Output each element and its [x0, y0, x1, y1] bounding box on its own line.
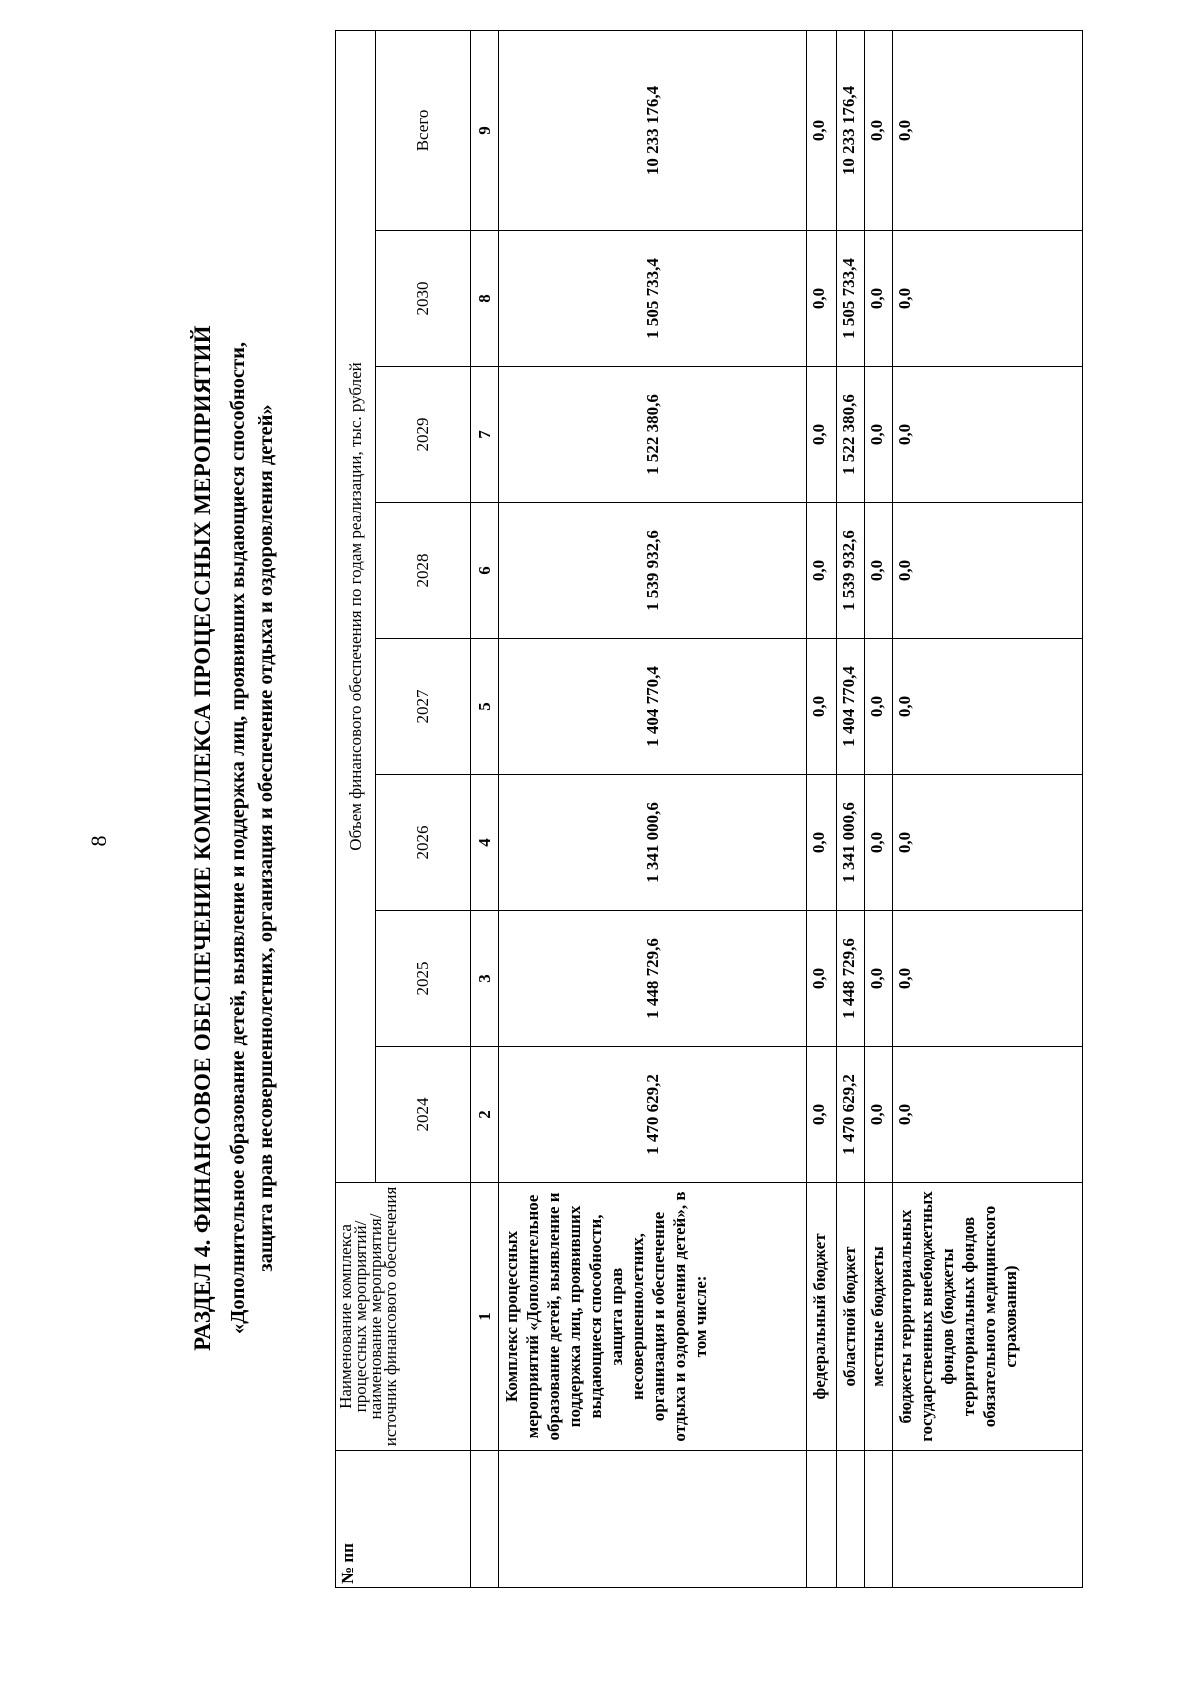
page-number: 8: [86, 835, 111, 847]
row-name: Комплекс процессных мероприятий «Дополнительное образование детей, выявление и поддержка лиц, проявивших выдающиеся способности, защита прав несовершеннолетних, организация и обеспечение отдыха и оздоровления детей», в том числе:: [499, 1183, 807, 1451]
value-cell: 1 341 000,6: [837, 775, 865, 911]
column-number: 1: [471, 1183, 499, 1451]
value-cell: 1 505 733,4: [837, 231, 865, 367]
row-num: [499, 1451, 807, 1588]
header-year: 2028: [376, 503, 471, 639]
value-cell: 0,0: [893, 639, 1083, 775]
column-number-empty: [471, 1451, 499, 1588]
row-num: [807, 1451, 837, 1588]
row-num: [893, 1451, 1083, 1588]
financing-table: [335, 30, 1083, 1588]
header-year: 2027: [376, 639, 471, 775]
value-cell: 0,0: [807, 503, 837, 639]
table-header-row: [336, 30, 376, 1587]
row-name: местные бюджеты: [865, 1183, 893, 1451]
column-numbers-row: [471, 30, 499, 1587]
value-cell: 1 404 770,4: [499, 639, 807, 775]
row-num: [837, 1451, 865, 1588]
value-cell: 0,0: [865, 911, 893, 1047]
row-name: федеральный бюджет: [807, 1183, 837, 1451]
value-cell: 0,0: [807, 367, 837, 503]
column-number: 3: [471, 911, 499, 1047]
table-row-complex: [499, 30, 807, 1587]
value-cell: 0,0: [865, 367, 893, 503]
value-cell-total: 10 233 176,4: [499, 30, 807, 230]
value-cell: 1 539 932,6: [499, 503, 807, 639]
value-cell: 0,0: [893, 911, 1083, 1047]
header-year: 2029: [376, 367, 471, 503]
value-cell: 1 404 770,4: [837, 639, 865, 775]
value-cell: 0,0: [893, 367, 1083, 503]
value-cell: 0,0: [807, 775, 837, 911]
value-cell: 1 505 733,4: [499, 231, 807, 367]
header-total: Всего: [376, 30, 471, 230]
value-cell: 0,0: [893, 503, 1083, 639]
column-number: 6: [471, 503, 499, 639]
value-cell: 0,0: [865, 1047, 893, 1183]
column-number: 2: [471, 1047, 499, 1183]
value-cell: 0,0: [865, 775, 893, 911]
value-cell: 1 448 729,6: [837, 911, 865, 1047]
value-cell: 0,0: [865, 231, 893, 367]
section-title: РАЗДЕЛ 4. ФИНАНСОВОЕ ОБЕСПЕЧЕНИЕ КОМПЛЕКСА ПРОЦЕССНЫХ МЕРОПРИЯТИЙ: [190, 325, 215, 1351]
header-year: 2024: [376, 1047, 471, 1183]
value-cell: 0,0: [807, 639, 837, 775]
header-year: 2026: [376, 775, 471, 911]
header-num: № пп: [336, 1451, 471, 1588]
value-cell-total: 0,0: [893, 30, 1083, 230]
value-cell: 1 522 380,6: [499, 367, 807, 503]
value-cell: 0,0: [807, 911, 837, 1047]
column-number: 7: [471, 367, 499, 503]
row-name: областной бюджет: [837, 1183, 865, 1451]
value-cell: 1 470 629,2: [837, 1047, 865, 1183]
header-year: 2030: [376, 231, 471, 367]
value-cell: 1 341 000,6: [499, 775, 807, 911]
header-financing-group: Объем финансового обеспечения по годам реализации, тыс. рублей: [336, 30, 376, 1182]
table-row-extrabudgetary: [893, 30, 1083, 1587]
value-cell: 0,0: [865, 503, 893, 639]
subtitle-line-1: «Дополнительное образование детей, выявление и поддержка лиц, проявивших выдающиеся способности,: [227, 341, 249, 1335]
value-cell: 0,0: [865, 639, 893, 775]
value-cell: 1 470 629,2: [499, 1047, 807, 1183]
row-name: бюджеты территориальных государственных внебюджетных фондов (бюджеты территориальных фондов обязательного медицинского страхования): [893, 1183, 1083, 1451]
value-cell: 0,0: [807, 1047, 837, 1183]
section-subtitle: [224, 58, 280, 1618]
column-number: 8: [471, 231, 499, 367]
value-cell: 0,0: [893, 775, 1083, 911]
header-name: Наименование комплекса процессных мероприятий/наименование мероприятия/источник финансового обеспечения: [336, 1183, 471, 1451]
value-cell: 1 448 729,6: [499, 911, 807, 1047]
value-cell: 0,0: [807, 231, 837, 367]
value-cell: 1 522 380,6: [837, 367, 865, 503]
value-cell: 0,0: [893, 1047, 1083, 1183]
column-number: 9: [471, 30, 499, 230]
header-year: 2025: [376, 911, 471, 1047]
value-cell-total: 0,0: [865, 30, 893, 230]
table-row-federal: [807, 30, 837, 1587]
value-cell-total: 0,0: [807, 30, 837, 230]
table-row-local: [865, 30, 893, 1587]
row-num: [865, 1451, 893, 1588]
value-cell: 1 539 932,6: [837, 503, 865, 639]
table-row-regional: [837, 30, 865, 1587]
subtitle-line-2: защита прав несовершеннолетних, организация и обеспечение отдыха и оздоровления детей»: [255, 404, 277, 1272]
column-number: 4: [471, 775, 499, 911]
value-cell-total: 10 233 176,4: [837, 30, 865, 230]
column-number: 5: [471, 639, 499, 775]
value-cell: 0,0: [893, 231, 1083, 367]
